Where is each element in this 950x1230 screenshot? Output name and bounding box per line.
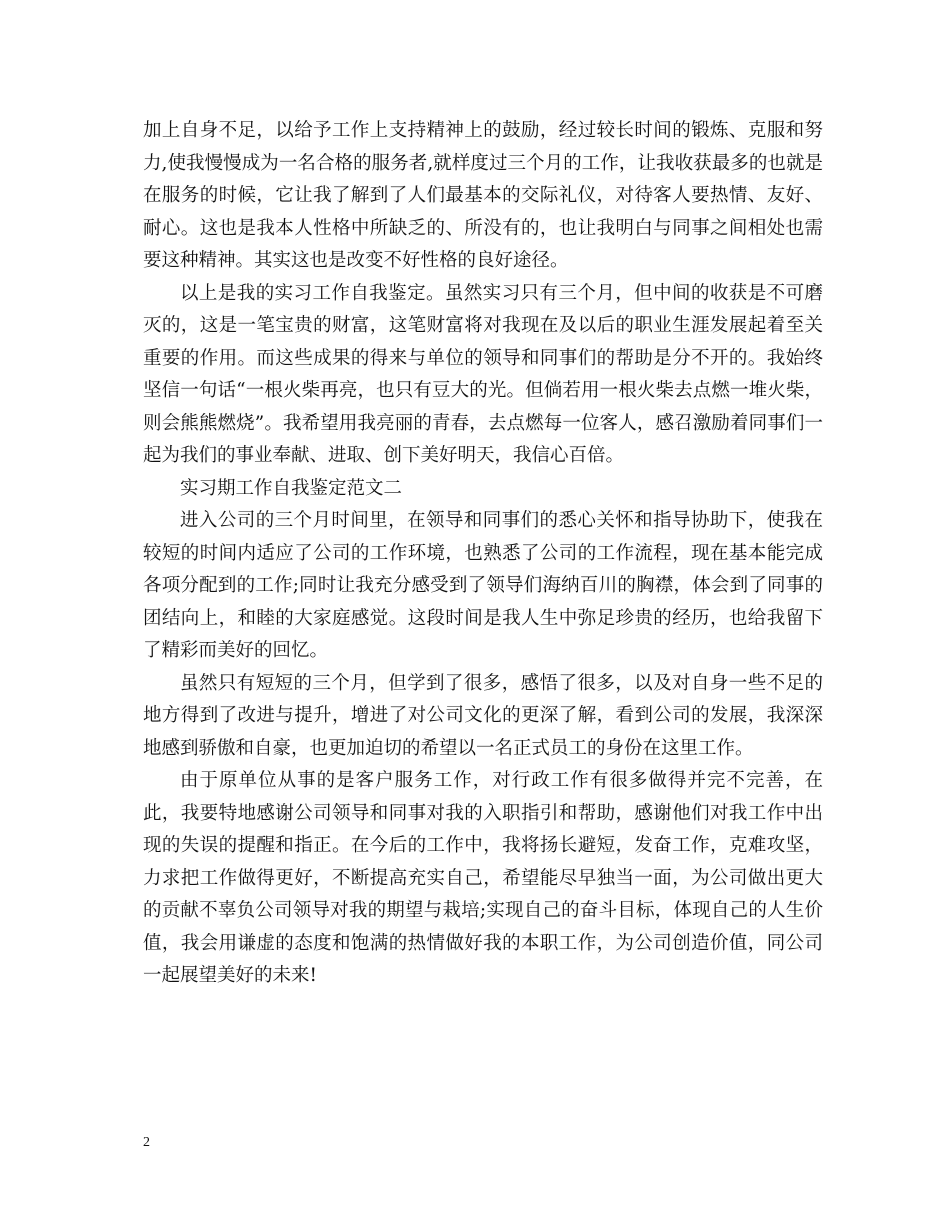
paragraph-summary: 以上是我的实习工作自我鉴定。虽然实习只有三个月，但中间的收获是不可磨灭的，这是一笔宝贵的财富，这笔财富将对我现在及以后的职业生涯发展起着至关重要的作用。而这些成果的得来与单位的领导和同事们的帮助是分不开的。我始终坚信一句话“一根火柴再亮，也只有豆大的光。但倘若用一根火柴去点燃一堆火柴，则会熊熊燃烧”。我希望用我亮丽的青春，去点燃每一位客人，感召激励着同事们一起为我们的事业奉献、进取、创下美好明天，我信心百倍。 (143, 282, 823, 466)
paragraph-learning: 虽然只有短短的三个月，但学到了很多，感悟了很多，以及对自身一些不足的地方得到了改进与提升，增进了对公司文化的更深了解，看到公司的发展，我深深地感到骄傲和自豪，也更加迫切的希望以一名正式员工的身份在这里工作。 (143, 672, 823, 759)
paragraph-gratitude: 由于原单位从事的是客户服务工作，对行政工作有很多做得并完不完善，在此，我要特地感谢公司领导和同事对我的入职指引和帮助，感谢他们对我工作中出现的失误的提醒和指正。在今后的工作中，我将扬长避短，发奋工作，克难攻坚，力求把工作做得更好，不断提高充实自己，希望能尽早独当一面，为公司做出更大的贡献不辜负公司领导对我的期望与栽培;实现自己的奋斗目标，体现自己的人生价值，我会用谦虚的态度和饱满的热情做好我的本职工作，为公司创造价值，同公司一起展望美好的未来! (143, 770, 823, 986)
page-number: 2 (143, 1135, 150, 1150)
section-heading: 实习期工作自我鉴定范文二 (180, 477, 403, 499)
paragraph-intro: 进入公司的三个月时间里，在领导和同事们的悉心关怀和指导协助下，使我在较短的时间内适应了公司的工作环境，也熟悉了公司的工作流程，现在基本能完成各项分配到的工作;同时让我充分感受到了领导们海纳百川的胸襟，体会到了同事的团结向上，和睦的大家庭感觉。这段时间是我人生中弥足珍贵的经历，也给我留下了精彩而美好的回忆。 (143, 510, 823, 661)
paragraph-continuation: 加上自身不足，以给予工作上支持精神上的鼓励，经过较长时间的锻炼、克服和努力,使我慢慢成为一名合格的服务者,就样度过三个月的工作，让我收获最多的也就是在服务的时候，它让我了解到了人们最基本的交际礼仪，对待客人要热情、友好、耐心。这也是我本人性格中所缺乏的、所没有的，也让我明白与同事之间相处也需要这种精神。其实这也是改变不好性格的良好途径。 (143, 120, 823, 271)
document-body (143, 115, 823, 993)
